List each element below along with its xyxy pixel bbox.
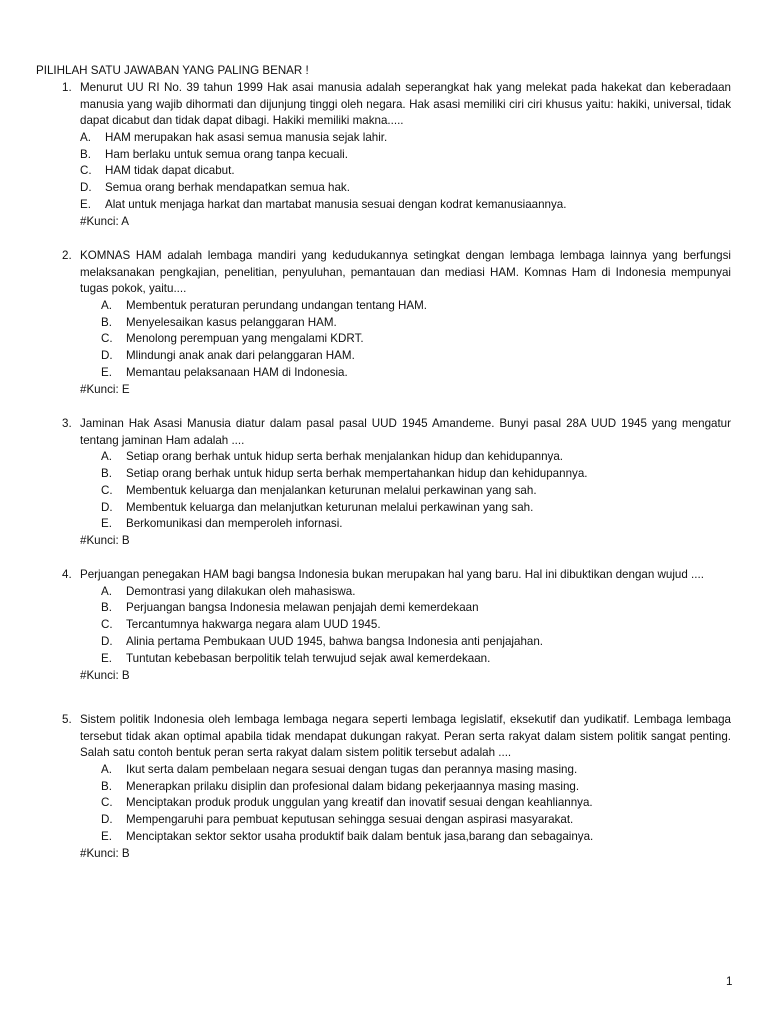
answer-key: #Kunci: E bbox=[80, 382, 130, 396]
option-text: Membentuk keluarga dan melanjutkan keturunan melalui perkawinan yang sah. bbox=[126, 500, 534, 514]
question-number: 2. bbox=[62, 249, 72, 262]
option-letter: A. bbox=[80, 130, 91, 144]
option-text: Menerapkan prilaku disiplin dan profesional dalam bidang pekerjaannya masing masing. bbox=[126, 779, 580, 793]
question-number: 5. bbox=[62, 713, 72, 726]
options-list bbox=[101, 762, 768, 846]
option-text: Setiap orang berhak untuk hidup serta berhak menjalankan hidup dan kehidupannya. bbox=[126, 450, 564, 464]
option-text: Alinia pertama Pembukaan UUD 1945, bahwa bangsa Indonesia anti penjajahan. bbox=[126, 634, 544, 648]
option-text: HAM merupakan hak asasi semua manusia sejak lahir. bbox=[105, 130, 388, 144]
question-number: 4. bbox=[62, 568, 72, 581]
option-text: Memantau pelaksanaan HAM di Indonesia. bbox=[126, 365, 348, 379]
option-letter: C. bbox=[101, 332, 113, 346]
option-letter: D. bbox=[101, 349, 113, 363]
question-text: Jaminan Hak Asasi Manusia diatur dalam pasal pasal UUD 1945 Amandeme. Bunyi pasal 28A UUD 1945 yang mengatur tentang jaminan Ham adalah .... bbox=[80, 417, 731, 447]
option-text: Ikut serta dalam pembelaan negara sesuai dengan tugas dan perannya masing masing. bbox=[126, 762, 578, 776]
option-a bbox=[101, 584, 768, 601]
option-e bbox=[80, 197, 768, 214]
answer-key: #Kunci: B bbox=[80, 534, 130, 548]
option-text: Berkomunikasi dan memperoleh infornasi. bbox=[126, 517, 343, 531]
option-text: Tercantumnya hakwarga negara alam UUD 1945. bbox=[126, 618, 381, 632]
option-letter: C. bbox=[80, 164, 92, 178]
option-letter: C. bbox=[101, 796, 113, 810]
question-text: Perjuangan penegakan HAM bagi bangsa Indonesia bukan merupakan hal yang baru. Hal ini dibuktikan dengan wujud .... bbox=[80, 568, 704, 581]
option-text: Ham berlaku untuk semua orang tanpa kecuali. bbox=[105, 147, 348, 161]
option-text: Mlindungi anak anak dari pelanggaran HAM. bbox=[126, 349, 355, 363]
question-text: KOMNAS HAM adalah lembaga mandiri yang kedudukannya setingkat dengan lembaga lembaga lainnya yang berfungsi melaksanakan pengkajian, penelitian, penyuluhan, pemantauan dan mediasi HAM. Komnas Ham di Indonesia mempunyai tugas pokok, yaitu.... bbox=[80, 249, 731, 296]
options-list bbox=[80, 130, 768, 214]
option-text: Setiap orang berhak untuk hidup serta berhak mempertahankan hidup dan kehidupannya. bbox=[126, 466, 588, 480]
option-text: Alat untuk menjaga harkat dan martabat manusia sesuai dengan kodrat kemanusiaannya. bbox=[105, 197, 567, 211]
option-text: Tuntutan kebebasan berpolitik telah terwujud sejak awal kemerdekaan. bbox=[126, 651, 491, 665]
option-a bbox=[101, 449, 768, 466]
option-text: Menciptakan produk produk unggulan yang kreatif dan inovatif sesuai dengan keahliannya. bbox=[126, 796, 593, 810]
option-c bbox=[101, 483, 768, 500]
option-text: Perjuangan bangsa Indonesia melawan penjajah demi kemerdekaan bbox=[126, 601, 479, 615]
option-e bbox=[101, 829, 768, 846]
option-letter: B. bbox=[101, 466, 112, 480]
option-d bbox=[101, 634, 768, 651]
option-b bbox=[101, 779, 768, 796]
option-letter: B. bbox=[101, 601, 112, 615]
option-text: HAM tidak dapat dicabut. bbox=[105, 164, 235, 178]
option-letter: D. bbox=[101, 813, 113, 827]
option-letter: C. bbox=[101, 618, 113, 632]
option-letter: C. bbox=[101, 483, 113, 497]
option-b bbox=[101, 315, 768, 332]
option-letter: A. bbox=[101, 584, 112, 598]
option-text: Mempengaruhi para pembuat keputusan sehingga sesuai dengan aspirasi masyarakat. bbox=[126, 813, 574, 827]
options-list bbox=[101, 584, 768, 668]
options-list bbox=[101, 449, 768, 533]
option-text: Demontrasi yang dilakukan oleh mahasiswa. bbox=[126, 584, 356, 598]
answer-key: #Kunci: B bbox=[80, 668, 130, 682]
question-3 bbox=[0, 416, 768, 550]
option-d bbox=[101, 348, 768, 365]
answer-key: #Kunci: B bbox=[80, 846, 130, 860]
option-letter: E. bbox=[101, 829, 112, 843]
option-a bbox=[101, 762, 768, 779]
option-d bbox=[101, 500, 768, 517]
option-letter: A. bbox=[101, 762, 112, 776]
option-text: Menyelesaikan kasus pelanggaran HAM. bbox=[126, 315, 337, 329]
option-letter: B. bbox=[101, 779, 112, 793]
option-letter: A. bbox=[101, 450, 112, 464]
question-5 bbox=[0, 712, 768, 863]
option-c bbox=[101, 795, 768, 812]
question-4 bbox=[0, 567, 768, 684]
option-text: Semua orang berhak mendapatkan semua hak. bbox=[105, 181, 350, 195]
option-text: Menolong perempuan yang mengalami KDRT. bbox=[126, 332, 364, 346]
question-number: 3. bbox=[62, 417, 72, 430]
option-c bbox=[101, 331, 768, 348]
question-text: Menurut UU RI No. 39 tahun 1999 Hak asai manusia adalah seperangkat hak yang melekat pada hakekat dan keberadaan manusia yang wajib dihormati dan dijunjung tinggi oleh negara. Hak asasi memiliki ciri ciri khusus yaitu: hakiki, universal, tidak dapat dicabut dan tidak dapat dibagi. Hakiki memiliki makna..... bbox=[80, 81, 731, 128]
option-letter: A. bbox=[101, 298, 112, 312]
option-letter: B. bbox=[80, 147, 91, 161]
option-text: Menciptakan sektor sektor usaha produktif baik dalam bentuk jasa,barang dan sebagainya. bbox=[126, 829, 594, 843]
options-list bbox=[101, 298, 768, 382]
question-2 bbox=[0, 248, 768, 399]
option-e bbox=[101, 365, 768, 382]
option-d bbox=[80, 180, 768, 197]
option-c bbox=[101, 617, 768, 634]
option-letter: D. bbox=[101, 500, 113, 514]
question-1 bbox=[0, 80, 768, 231]
option-letter: D. bbox=[101, 634, 113, 648]
answer-key: #Kunci: A bbox=[80, 214, 129, 228]
option-letter: E. bbox=[101, 651, 112, 665]
option-b bbox=[101, 600, 768, 617]
option-a bbox=[80, 130, 768, 147]
page-number: 1 bbox=[726, 975, 733, 988]
option-b bbox=[80, 147, 768, 164]
question-number: 1. bbox=[62, 81, 72, 94]
option-a bbox=[101, 298, 768, 315]
question-text: Sistem politik Indonesia oleh lembaga lembaga negara seperti lembaga legislatif, eksekutif dan yudikatif. Lembaga lembaga tersebut tidak akan optimal apabila tidak mendapat dukungan rakyat. Peran serta rakyat dalam sistem politik sangat penting. Salah satu contoh bentuk peran serta rakyat dalam sistem politik tersebut adalah .... bbox=[80, 713, 731, 760]
option-e bbox=[101, 516, 768, 533]
option-text: Membentuk peraturan perundang undangan tentang HAM. bbox=[126, 298, 428, 312]
option-c bbox=[80, 163, 768, 180]
option-b bbox=[101, 466, 768, 483]
option-text: Membentuk keluarga dan menjalankan keturunan melalui perkawinan yang sah. bbox=[126, 483, 537, 497]
option-d bbox=[101, 812, 768, 829]
option-letter: D. bbox=[80, 181, 92, 195]
option-e bbox=[101, 651, 768, 668]
option-letter: E. bbox=[80, 197, 91, 211]
option-letter: E. bbox=[101, 365, 112, 379]
option-letter: B. bbox=[101, 315, 112, 329]
option-letter: E. bbox=[101, 517, 112, 531]
instructions-heading: PILIHLAH SATU JAWABAN YANG PALING BENAR ! bbox=[36, 64, 309, 77]
